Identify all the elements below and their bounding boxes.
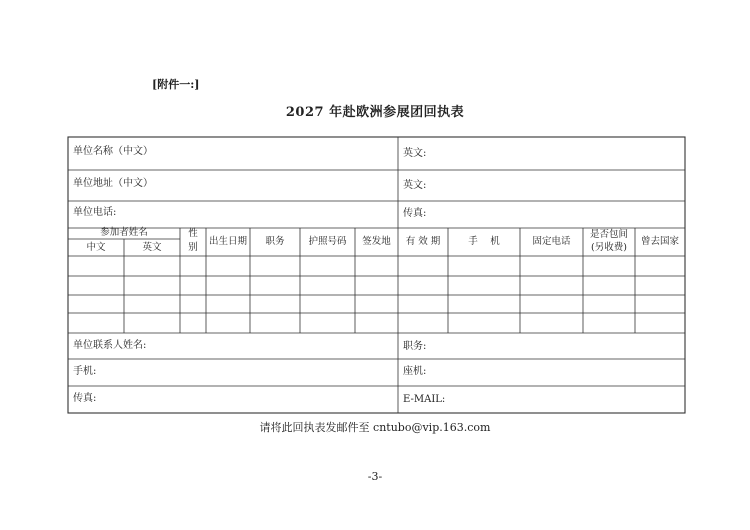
col-gender-header-line1: 性 — [188, 228, 198, 239]
col-private-room-header-line2: (另收费) — [591, 242, 627, 253]
contact-landline-label: 座机: — [403, 366, 427, 377]
participant-name-header: 参加者姓名 — [100, 227, 148, 238]
attachment-label: [附件一:] — [152, 78, 200, 91]
unit-address-en-label: 英文: — [403, 180, 427, 191]
unit-address-cn-label: 单位地址（中文） — [73, 178, 153, 189]
col-validity-header: 有 效 期 — [405, 236, 441, 247]
contact-fax-label: 传真: — [73, 393, 97, 404]
contact-name-label: 单位联系人姓名: — [73, 340, 147, 351]
form-title: 2027 年赴欧洲参展团回执表 — [285, 105, 465, 120]
col-passport-header: 护照号码 — [308, 236, 347, 247]
unit-phone-label: 单位电话: — [73, 207, 117, 218]
col-issue-place-header: 签发地 — [362, 236, 391, 247]
col-mobile-header: 手 机 — [468, 236, 500, 247]
contact-mobile-label: 手机: — [73, 366, 97, 377]
footer-email-note: 请将此回执表发邮件至 cntubo@vip.163.com — [259, 421, 491, 434]
contact-email-label: E-MAIL: — [403, 394, 446, 405]
col-private-room-header-line1: 是否包间 — [589, 229, 628, 240]
col-english-header: 英文 — [142, 242, 162, 253]
page-number: -3- — [367, 470, 383, 483]
col-gender-header-line2: 别 — [188, 242, 198, 253]
col-position-header: 职务 — [265, 236, 285, 247]
col-birthdate-header: 出生日期 — [208, 236, 247, 247]
col-landline-header: 固定电话 — [532, 236, 571, 247]
unit-name-en-label: 英文: — [403, 148, 427, 159]
col-visited-countries-header: 曾去国家 — [640, 236, 679, 247]
unit-name-cn-label: 单位名称（中文） — [73, 146, 153, 157]
contact-position-label: 职务: — [403, 341, 427, 352]
col-chinese-header: 中文 — [86, 242, 106, 253]
unit-fax-label: 传真: — [403, 208, 427, 219]
